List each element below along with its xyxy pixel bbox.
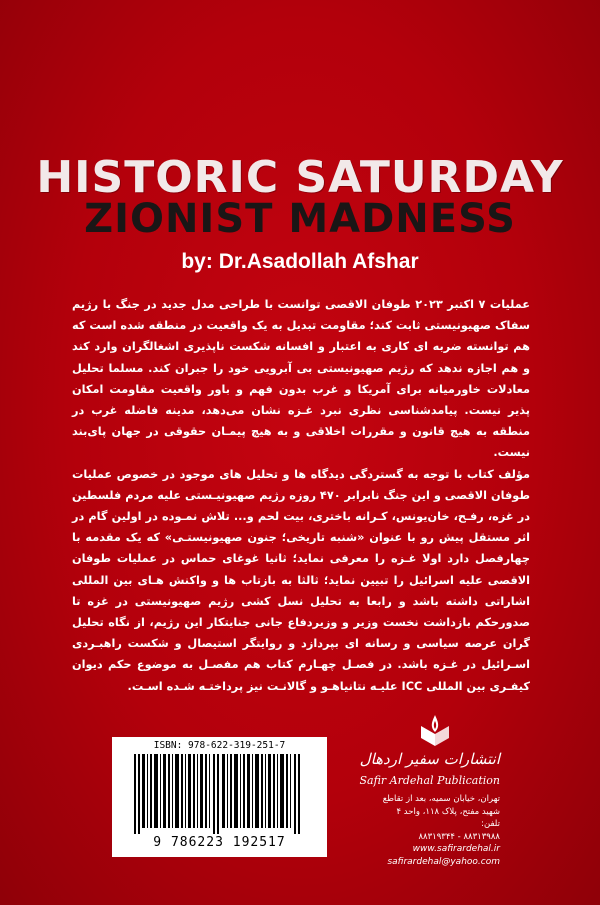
barcode-digits: 9 786223 192517: [153, 835, 286, 850]
address-line-1: تهران، خیابان سمیه، بعد از تقاطع: [382, 794, 500, 804]
email-link[interactable]: safirardehal@yahoo.com: [387, 856, 500, 867]
synopsis-paragraph-1: عملیات ۷ اکتبر ۲۰۲۳ طوفان الاقصی توانست با طراحی مدل جدید در جنگ با رژیم سفاک صهیونیستی ثابت کند؛ مقاومت تبدیل به یک واقعیت در منطقه شده است که هم توانسته ضربه ای کاری به اعتبار و افسانه شکست ناپذیری اشغالگران وارد کند و هم اجازه ندهد که رژیم صهیونیستی بی آبرویی خود را جبران کند. مسلما تحلیل معادلات خاورمیانه برای آمریکا و غرب بدون فهم و باور واقعیت مقاومت امکان پذیر نیست. پیامدشناسی نظری نبرد غـزه نشان می‌دهد، مدینه فاضله غرب در منطقه به هیچ قانون و مقررات اخلاقی و به هیچ پیمـان حقوقی در جهان پای‌بند نیست.: [72, 298, 531, 460]
phone-values: ۸۸۳۱۳۹۸۸ - ۸۸۳۱۹۳۴۴: [418, 831, 500, 842]
isbn-label: ISBN: 978-622-319-251-7: [153, 740, 286, 751]
barcode-icon: [134, 754, 305, 834]
website-link[interactable]: www.safirardehal.ir: [412, 844, 500, 854]
synopsis-paragraph-2: مؤلف کتاب با توجه به گستردگی دیدگاه ها و تحلیل های موجود در خصوص عملیات طوفان الاقصی و این جنگ نابرابر ۴۷۰ روزه رژیم صهیونیـستی علیه مردم فلسطین در غزه، رفـح، خان‌یونس، کـرانه باختری، بیت لحم و... تلاش نمـوده در اولین گام در اثر مستقل پیش رو با عنوان «شنبه تاریخی؛ جنون صهیونیستـی» که یک مقدمه با چهارفصل دارد اولا غـزه را معرفی نماید؛ ثانیا غوغای حماس در عملیات طوفان الاقصی علیه اسرائیل را تبیین نماید؛ ثالثا به بازتاب ها و واکنش هـای بین المللی اشاراتی داشته باشد و رابعا به تحلیل نسل کشی رژیم صهیونیستی در غزه تا صدورحکم بازداشت نخست وزیر و وزیردفاع جانی جنایتکار این رژیم، از نگاه تحلیل گران عرصه سیاسی و رسانه ای بپردازد و روایتگر استیصال و شکست راهبـردی اسـرائیل در غـزه باشد. در فصـل چهـارم کتاب هم مفصـل به موضوع حکم دیوان کیفـری بین المللی ICC علیـه نتانیاهـو و گالانـت نیز پرداختـه شـده اسـت.: [72, 467, 530, 693]
author-line: by: Dr.Asadollah Afshar: [181, 250, 419, 273]
publisher-name-fa: انتشارات سفیر اردهال: [359, 750, 500, 768]
synopsis: [72, 294, 530, 697]
title-line-2: ZIONIST MADNESS: [84, 196, 516, 242]
title-line-1: HISTORIC SATURDAY: [36, 152, 564, 203]
phone-label: تلفن:: [481, 819, 500, 829]
book-flame-logo-icon: [415, 712, 455, 752]
publisher-name-en: Safir Ardehal Publication: [359, 774, 500, 787]
publisher-contact: [340, 793, 500, 868]
barcode-box: [112, 737, 327, 857]
address-line-2: شهید مفتح، پلاک ۱۱۸، واحد ۴: [396, 806, 500, 817]
